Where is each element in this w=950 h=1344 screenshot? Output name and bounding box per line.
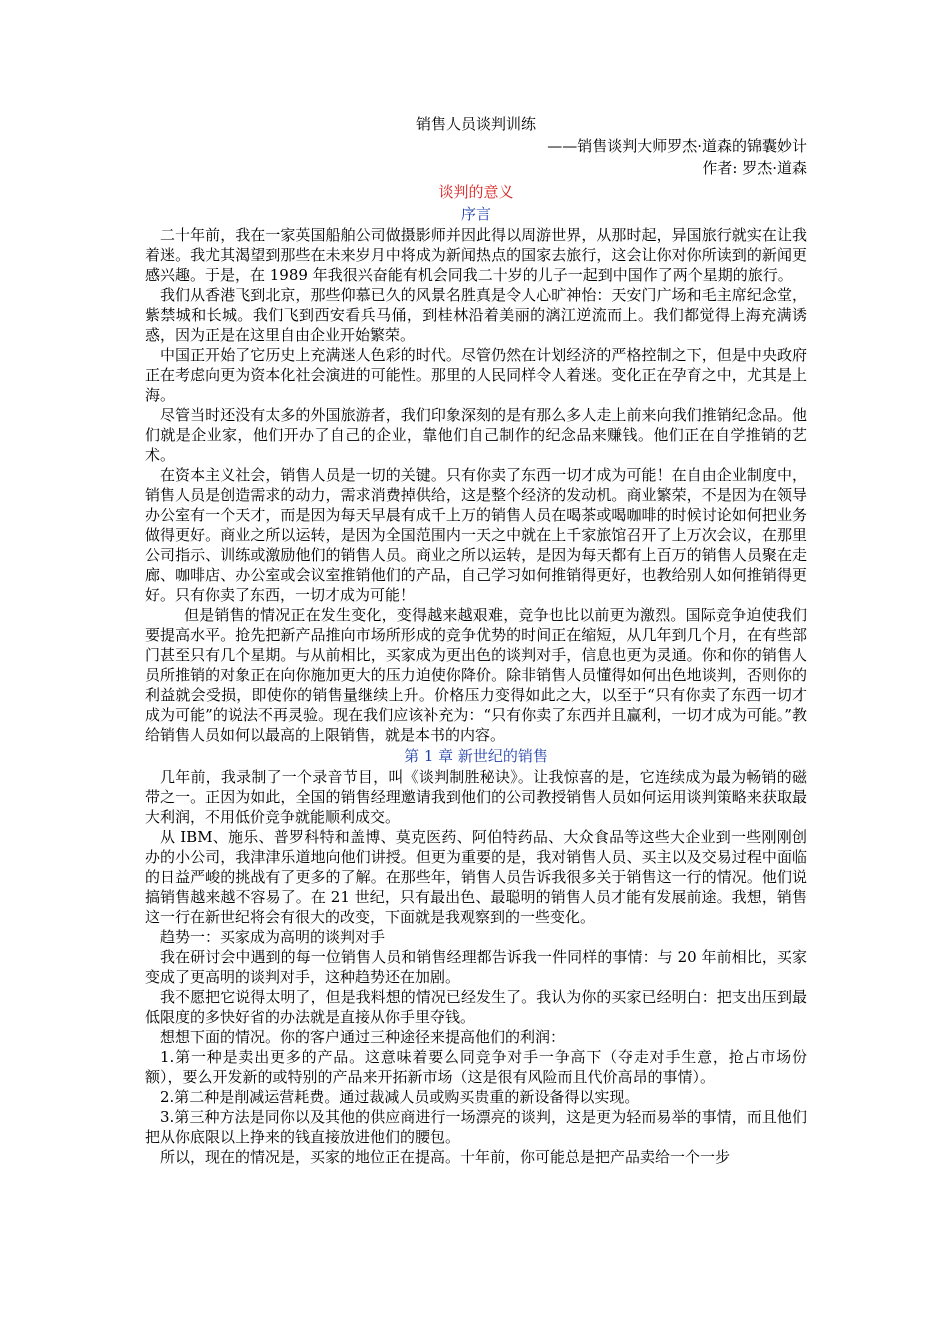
chapter-paragraph: 所以，现在的情况是，买家的地位正在提高。十年前，你可能总是把产品卖给一个一步 — [160, 1148, 731, 1166]
document-page — [145, 113, 807, 1167]
document-title: 销售人员谈判训练 — [415, 115, 536, 133]
chapter-paragraph: 我在研讨会中遇到的每一位销售人员和销售经理都告诉我一件同样的事情：与 20 年前相比，买家变成了更高明的谈判对手，这种趋势还在加剧。 — [145, 948, 807, 986]
chapter-paragraph: 从 IBM、施乐、普罗科特和盖博、莫克医药、阿伯特药品、大众食品等这些大企业到一些刚刚创办的小公司，我津津乐道地向他们讲授。但更为重要的是，我对销售人员、买主以及交易过程中面临的日益严峻的挑战有了更多的了解。在那些年，销售人员告诉我很多关于销售这一行的情况。他们说搞销售越来越不容易了。在 21 世纪，只有最出色、最聪明的销售人员才能有发展前途。我想，销售这一行在新世纪将会有很大的改变，下面就是我观察到的一些变化。 — [145, 828, 807, 926]
preface-heading: 序言 — [460, 205, 491, 223]
chapter-paragraph: 想想下面的情况。你的客户通过三种途径来提高他们的利润： — [160, 1028, 566, 1046]
list-item: 2.第二种是削减运营耗费。通过裁减人员或购买贵重的新设备得以实现。 — [160, 1088, 640, 1106]
list-item: 1.第一种是卖出更多的产品。这意味着要么同竞争对手一争高下（夺走对手生意，抢占市场份额），要么开发新的或特别的产品来开拓新市场（这是很有风险而且代价高昂的事情）。 — [145, 1048, 807, 1086]
list-item: 3.第三种方法是同你以及其他的供应商进行一场漂亮的谈判，这是更为轻而易举的事情，而且他们把从你底限以上挣来的钱直接放进他们的腰包。 — [145, 1108, 807, 1146]
preface-paragraph: 二十年前，我在一家英国船舶公司做摄影师并因此得以周游世界，从那时起，异国旅行就实在让我着迷。我尤其渴望到那些在未来岁月中将成为新闻热点的国家去旅行，这会让你对你所读到的新闻更感兴趣。于是，在 1989 年我很兴奋能有机会同我二十岁的儿子一起到中国作了两个星期的旅行。 — [145, 226, 807, 284]
trend-heading: 趋势一：买家成为高明的谈判对手 — [160, 928, 386, 946]
preface-paragraph: 我们从香港飞到北京，那些仰慕已久的风景名胜真是令人心旷神怡：天安门广场和毛主席纪念堂，紫禁城和长城。我们飞到西安看兵马俑，到桂林沿着美丽的漓江逆流而上。我们都觉得上海充满诱惑，因为正是在这里自由企业开始繁荣。 — [145, 286, 807, 344]
preface-paragraph: 在资本主义社会，销售人员是一切的关键。只有你卖了东西一切才成为可能！在自由企业制度中，销售人员是创造需求的动力，需求消费掉供给，这是整个经济的发动机。商业繁荣，不是因为在领导办公室有一个天才，而是因为每天早晨有成千上万的销售人员在喝茶或喝咖啡的时候讨论如何把业务做得更好。商业之所以运转，是因为全国范围内一天之中就在上千家旅馆召开了上万次会议，在那里公司指示、训练或激励他们的销售人员。商业之所以运转，是因为每天都有上百万的销售人员聚在走廊、咖啡店、办公室或会议室推销他们的产品，自己学习如何推销得更好，也教给别人如何推销得更好。只有你卖了东西，一切才成为可能！ — [145, 466, 807, 604]
preface-paragraph: 中国正开始了它历史上充满迷人色彩的时代。尽管仍然在计划经济的严格控制之下，但是中央政府正在考虑向更为资本化社会演进的可能性。那里的人民同样令人着迷。变化正在孕育之中，尤其是上海。 — [145, 346, 807, 404]
document-author: 作者: 罗杰·道森 — [702, 159, 807, 177]
preface-paragraph: 但是销售的情况正在发生变化，变得越来越艰难，竞争也比以前更为激烈。国际竞争迫使我们要提高水平。抢先把新产品推向市场所形成的竞争优势的时间正在缩短，从几年到几个月，在有些部门甚至只有几个星期。与从前相比，买家成为更出色的谈判对手，信息也更为灵通。你和你的销售人员所推销的对象正在向你施加更大的压力迫使你降价。除非销售人员懂得如何出色地谈判，否则你的利益就会受损，即使你的销售量继续上升。价格压力变得如此之大，以至于“只有你卖了东西一切才成为可能”的说法不再灵验。现在我们应该补充为：“只有你卖了东西并且赢利，一切才成为可能。”教给销售人员如何以最高的上限销售，就是本书的内容。 — [145, 606, 807, 744]
preface-paragraph: 尽管当时还没有太多的外国旅游者，我们印象深刻的是有那么多人走上前来向我们推销纪念品。他们就是企业家，他们开办了自己的企业，靠他们自己制作的纪念品来赚钱。他们正在自学推销的艺术。 — [145, 406, 807, 464]
chapter-paragraph: 几年前，我录制了一个录音节目，叫《谈判制胜秘诀》。让我惊喜的是，它连续成为最为畅销的磁带之一。正因为如此，全国的销售经理邀请我到他们的公司教授销售人员如何运用谈判策略来获取最大利润，不用低价竞争就能顺利成交。 — [145, 768, 807, 826]
chapter-paragraph: 我不愿把它说得太明了，但是我料想的情况已经发生了。我认为你的买家已经明白：把支出压到最低限度的多快好省的办法就是直接从你手里夺钱。 — [145, 988, 807, 1026]
section-heading: 谈判的意义 — [438, 183, 514, 201]
chapter-heading: 第 1 章 新世纪的销售 — [404, 747, 548, 765]
document-subtitle: ——销售谈判大师罗杰·道森的锦囊妙计 — [547, 137, 807, 155]
